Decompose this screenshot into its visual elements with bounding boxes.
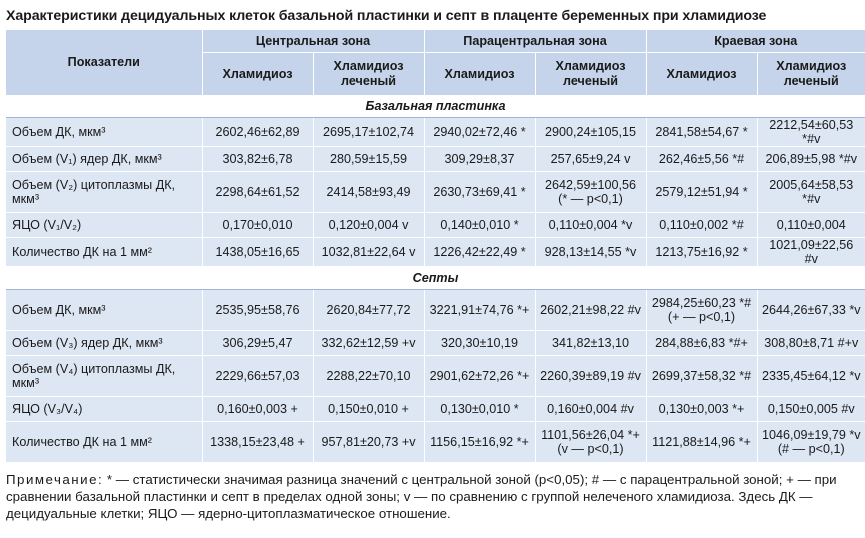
row-label: Количество ДК на 1 мм² bbox=[6, 238, 202, 267]
value-cell: 2602,21±98,22 #v bbox=[535, 290, 646, 331]
value-cell: 2841,58±54,67 * bbox=[646, 118, 757, 147]
value-cell: 2644,26±67,33 *v bbox=[757, 290, 865, 331]
value-cell: 957,81±20,73 +v bbox=[313, 422, 424, 463]
value-cell: 262,46±5,56 *# bbox=[646, 147, 757, 172]
value-cell: 2984,25±60,23 *# (+ — p<0,1) bbox=[646, 290, 757, 331]
value-cell: 2642,59±100,56 (* — p<0,1) bbox=[535, 172, 646, 213]
header-zone-paracentral: Парацентральная зона bbox=[424, 30, 646, 53]
value-cell: 3221,91±74,76 *+ bbox=[424, 290, 535, 331]
header-sub: Хламидиоз bbox=[646, 53, 757, 96]
table-title: Характеристики децидуальных клеток базальной пластинки и септ в плаценте беременных при хламидиозе bbox=[6, 8, 767, 24]
value-cell: 1438,05±16,65 bbox=[202, 238, 313, 267]
value-cell: 2288,22±70,10 bbox=[313, 356, 424, 397]
value-cell: 2335,45±64,12 *v bbox=[757, 356, 865, 397]
value-cell: 0,110±0,002 *# bbox=[646, 213, 757, 238]
value-cell: 0,120±0,004 v bbox=[313, 213, 424, 238]
value-cell: 1021,09±22,56 #v bbox=[757, 238, 865, 267]
value-cell: 2940,02±72,46 * bbox=[424, 118, 535, 147]
value-cell: 280,59±15,59 bbox=[313, 147, 424, 172]
value-cell: 1338,15±23,48 + bbox=[202, 422, 313, 463]
table-row bbox=[6, 290, 865, 331]
value-cell: 2579,12±51,94 * bbox=[646, 172, 757, 213]
value-cell: 0,170±0,010 bbox=[202, 213, 313, 238]
value-cell: 2298,64±61,52 bbox=[202, 172, 313, 213]
value-cell: 284,88±6,83 *#+ bbox=[646, 331, 757, 356]
group-header: Септы bbox=[6, 267, 865, 290]
header-sub: Хламидиоз леченый bbox=[313, 53, 424, 96]
value-cell: 2535,95±58,76 bbox=[202, 290, 313, 331]
table-row bbox=[6, 213, 865, 238]
table-row bbox=[6, 331, 865, 356]
table-row bbox=[6, 422, 865, 463]
value-cell: 0,110±0,004 bbox=[757, 213, 865, 238]
value-cell: 2900,24±105,15 bbox=[535, 118, 646, 147]
header-sub: Хламидиоз леченый bbox=[757, 53, 865, 96]
header-sub: Хламидиоз леченый bbox=[535, 53, 646, 96]
value-cell: 2260,39±89,19 #v bbox=[535, 356, 646, 397]
value-cell: 2630,73±69,41 * bbox=[424, 172, 535, 213]
value-cell: 2229,66±57,03 bbox=[202, 356, 313, 397]
value-cell: 0,150±0,010 + bbox=[313, 397, 424, 422]
value-cell: 2212,54±60,53 *#v bbox=[757, 118, 865, 147]
value-cell: 341,82±13,10 bbox=[535, 331, 646, 356]
footnote bbox=[0, 463, 865, 522]
value-cell: 2414,58±93,49 bbox=[313, 172, 424, 213]
value-cell: 303,82±6,78 bbox=[202, 147, 313, 172]
value-cell: 308,80±8,71 #+v bbox=[757, 331, 865, 356]
value-cell: 306,29±5,47 bbox=[202, 331, 313, 356]
value-cell: 0,160±0,003 + bbox=[202, 397, 313, 422]
value-cell: 0,160±0,004 #v bbox=[535, 397, 646, 422]
value-cell: 2695,17±102,74 bbox=[313, 118, 424, 147]
value-cell: 2901,62±72,26 *+ bbox=[424, 356, 535, 397]
value-cell: 206,89±5,98 *#v bbox=[757, 147, 865, 172]
value-cell: 2005,64±58,53 *#v bbox=[757, 172, 865, 213]
row-label: Объем ДК, мкм³ bbox=[6, 118, 202, 147]
value-cell: 1101,56±26,04 *+ (v — p<0,1) bbox=[535, 422, 646, 463]
value-cell: 1032,81±22,64 v bbox=[313, 238, 424, 267]
header-indicator: Показатели bbox=[67, 55, 140, 69]
value-cell: 1156,15±16,92 *+ bbox=[424, 422, 535, 463]
value-cell: 1226,42±22,49 * bbox=[424, 238, 535, 267]
row-label: Объем ДК, мкм³ bbox=[6, 290, 202, 331]
header-zone-central: Центральная зона bbox=[202, 30, 424, 53]
footnote-prefix: Примечание: bbox=[6, 472, 104, 487]
table-row bbox=[6, 147, 865, 172]
value-cell: 0,130±0,003 *+ bbox=[646, 397, 757, 422]
value-cell: 0,110±0,004 *v bbox=[535, 213, 646, 238]
value-cell: 0,140±0,010 * bbox=[424, 213, 535, 238]
value-cell: 2620,84±77,72 bbox=[313, 290, 424, 331]
row-label: ЯЦО (V₃/V₄) bbox=[6, 397, 202, 422]
row-label: Объем (V₄) цитоплазмы ДК, мкм³ bbox=[6, 356, 202, 397]
value-cell: 2699,37±58,32 *# bbox=[646, 356, 757, 397]
table-row bbox=[6, 356, 865, 397]
value-cell: 0,130±0,010 * bbox=[424, 397, 535, 422]
header-sub: Хламидиоз bbox=[424, 53, 535, 96]
data-table bbox=[6, 30, 865, 463]
value-cell: 332,62±12,59 +v bbox=[313, 331, 424, 356]
header-sub: Хламидиоз bbox=[202, 53, 313, 96]
table-row bbox=[6, 118, 865, 147]
row-label: Объем (V₃) ядер ДК, мкм³ bbox=[6, 331, 202, 356]
group-header: Базальная пластинка bbox=[6, 95, 865, 118]
row-label: ЯЦО (V₁/V₂) bbox=[6, 213, 202, 238]
value-cell: 309,29±8,37 bbox=[424, 147, 535, 172]
header-zone-marginal: Краевая зона bbox=[646, 30, 865, 53]
value-cell: 928,13±14,55 *v bbox=[535, 238, 646, 267]
table-row bbox=[6, 397, 865, 422]
footnote-text: * — статистически значимая разница значений с центральной зоной (p<0,05); # — с парацентральной зоной; + — при сравнении базальной пластинки и септ в пределах одной зоны; v — по сравнению с группой нелеченого хламидиоза. Здесь ДК — децидуальные клетки; ЯЦО — ядерно-цитоплазматическое отношение. bbox=[6, 472, 837, 521]
table-row bbox=[6, 238, 865, 267]
value-cell: 1046,09±19,79 *v (# — p<0,1) bbox=[757, 422, 865, 463]
value-cell: 2602,46±62,89 bbox=[202, 118, 313, 147]
row-label: Объем (V₁) ядер ДК, мкм³ bbox=[6, 147, 202, 172]
value-cell: 1213,75±16,92 * bbox=[646, 238, 757, 267]
value-cell: 0,150±0,005 #v bbox=[757, 397, 865, 422]
row-label: Объем (V₂) цитоплазмы ДК, мкм³ bbox=[6, 172, 202, 213]
table-row bbox=[6, 172, 865, 213]
row-label: Количество ДК на 1 мм² bbox=[6, 422, 202, 463]
value-cell: 1121,88±14,96 *+ bbox=[646, 422, 757, 463]
value-cell: 320,30±10,19 bbox=[424, 331, 535, 356]
value-cell: 257,65±9,24 v bbox=[535, 147, 646, 172]
